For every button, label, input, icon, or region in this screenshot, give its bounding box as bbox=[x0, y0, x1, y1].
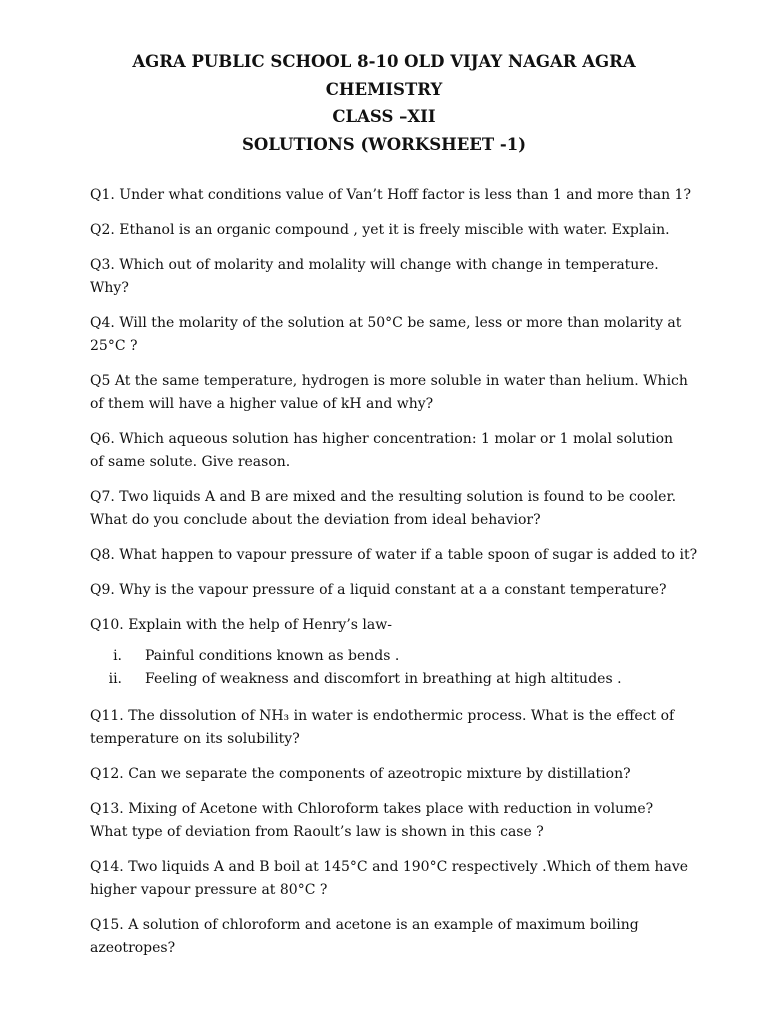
question-line: Q7. Two liquids A and B are mixed and the resulting solution is found to be cooler. bbox=[90, 489, 677, 505]
question-10 bbox=[90, 614, 700, 637]
question-4 bbox=[90, 312, 700, 358]
question-3 bbox=[90, 254, 700, 300]
question-12 bbox=[90, 763, 700, 786]
question-line: 25°C ? bbox=[90, 338, 138, 354]
question-11 bbox=[90, 705, 700, 751]
question-line: Why? bbox=[90, 280, 129, 296]
question-line: of same solute. Give reason. bbox=[90, 454, 291, 470]
question-line: Q9. Why is the vapour pressure of a liquid constant at a a constant temperature? bbox=[90, 582, 667, 598]
list-item bbox=[90, 645, 700, 668]
question-5 bbox=[90, 370, 700, 416]
list-item bbox=[90, 668, 700, 691]
list-item-number: i. bbox=[113, 648, 122, 664]
class-title: CLASS –XII bbox=[332, 107, 436, 126]
question-15 bbox=[90, 914, 700, 960]
question-list bbox=[90, 184, 700, 972]
question-2 bbox=[90, 219, 700, 242]
question-line: What type of deviation from Raoult’s law is shown in this case ? bbox=[90, 824, 544, 840]
list-item-number: ii. bbox=[108, 671, 122, 687]
question-line: of them will have a higher value of kH and why? bbox=[90, 396, 434, 412]
question-line: Q10. Explain with the help of Henry’s law- bbox=[90, 617, 392, 633]
question-line: Q14. Two liquids A and B boil at 145°C and 190°C respectively .Which of them have bbox=[90, 859, 689, 875]
question-line: What do you conclude about the deviation from ideal behavior? bbox=[90, 512, 541, 528]
question-line: Q11. The dissolution of NH₃ in water is endothermic process. What is the effect of bbox=[90, 708, 675, 724]
list-item-text: Feeling of weakness and discomfort in breathing at high altitudes . bbox=[145, 671, 622, 687]
school-name: AGRA PUBLIC SCHOOL 8-10 OLD VIJAY NAGAR AGRA bbox=[132, 52, 636, 71]
question-line: higher vapour pressure at 80°C ? bbox=[90, 882, 328, 898]
question-6 bbox=[90, 428, 700, 474]
question-13 bbox=[90, 798, 700, 844]
question-line: temperature on its solubility? bbox=[90, 731, 300, 747]
question-line: Q5 At the same temperature, hydrogen is more soluble in water than helium. Which bbox=[90, 373, 688, 389]
worksheet-header bbox=[0, 48, 768, 158]
question-line: Q4. Will the molarity of the solution at 50°C be same, less or more than molarity at bbox=[90, 315, 682, 331]
worksheet-title: SOLUTIONS (WORKSHEET -1) bbox=[241, 134, 527, 154]
question-line: azeotropes? bbox=[90, 940, 176, 956]
question-14 bbox=[90, 856, 700, 902]
question-10-subitems bbox=[90, 645, 700, 691]
list-item-text: Painful conditions known as bends . bbox=[145, 648, 400, 664]
subject-title: CHEMISTRY bbox=[325, 79, 443, 99]
question-line: Q15. A solution of chloroform and acetone is an example of maximum boiling bbox=[90, 917, 639, 933]
question-7 bbox=[90, 486, 700, 532]
question-line: Q13. Mixing of Acetone with Chloroform takes place with reduction in volume? bbox=[90, 801, 654, 817]
question-line: Q1. Under what conditions value of Van’t Hoff factor is less than 1 and more than 1? bbox=[90, 187, 691, 203]
question-9 bbox=[90, 579, 700, 602]
question-line: Q6. Which aqueous solution has higher concentration: 1 molar or 1 molal solution bbox=[90, 431, 674, 447]
question-line: Q12. Can we separate the components of azeotropic mixture by distillation? bbox=[90, 766, 631, 782]
question-1 bbox=[90, 184, 700, 207]
question-line: Q8. What happen to vapour pressure of water if a table spoon of sugar is added to it? bbox=[90, 547, 698, 563]
question-line: Q2. Ethanol is an organic compound , yet it is freely miscible with water. Explain. bbox=[90, 222, 670, 238]
question-line: Q3. Which out of molarity and molality will change with change in temperature. bbox=[90, 257, 659, 273]
question-8 bbox=[90, 544, 700, 567]
